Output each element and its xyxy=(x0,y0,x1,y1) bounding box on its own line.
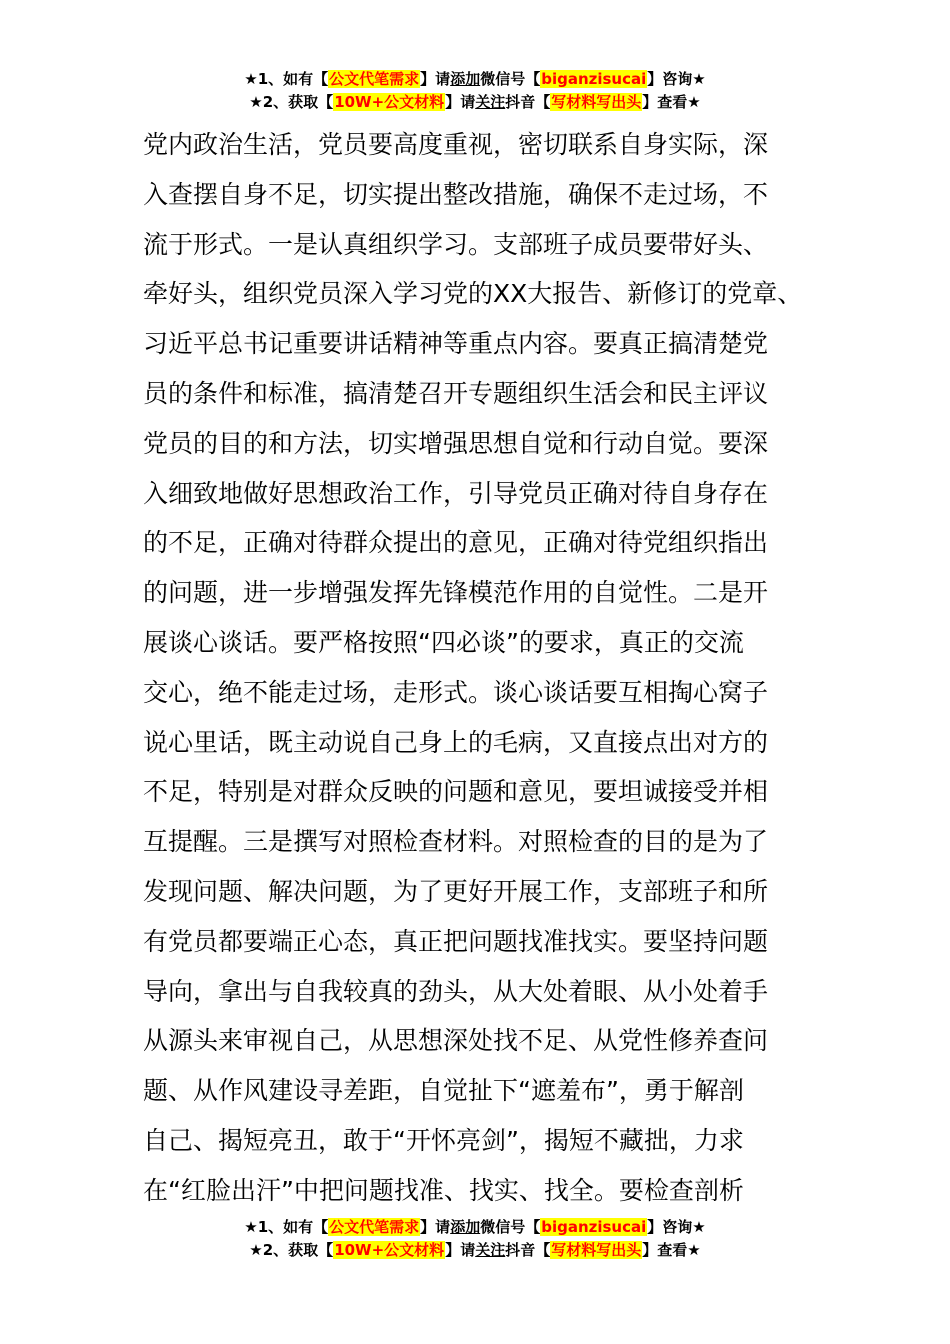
banner-text: 抖音【 xyxy=(505,93,551,111)
body-line: 员的条件和标准，搞清楚召开专题组织生活会和民主评议 xyxy=(143,378,769,408)
body-line: 从源头来审视自己，从思想深处找不足、从党性修养查问 xyxy=(143,1026,769,1056)
body-line: 习近平总书记重要讲话精神等重点内容。要真正搞清楚党 xyxy=(143,329,769,359)
underlined-text: 关注 xyxy=(475,1241,506,1259)
body-line: 流于形式。一是认真组织学习。支部班子成员要带好头、 xyxy=(143,229,769,259)
body-line: 牵好头，组织党员深入学习党的XX大报告、新修订的党章、 xyxy=(143,279,803,309)
banner-text: 】请 xyxy=(445,93,476,111)
body-line: 说心里话，既主动说自己身上的毛病，又直接点出对方的 xyxy=(143,727,769,757)
body-line: 互提醒。三是撰写对照检查材料。对照检查的目的是为了 xyxy=(143,827,769,857)
banner-line-2 xyxy=(0,1239,950,1262)
banner-text: 】请 xyxy=(445,1241,476,1259)
highlight-service: 公文代笔需求 xyxy=(329,70,420,88)
banner-line-1 xyxy=(0,68,950,91)
banner-text: 抖音【 xyxy=(505,1241,551,1259)
banner-text: ★1、如有【 xyxy=(244,1218,329,1236)
banner-text: 微信号【 xyxy=(480,70,541,88)
banner-text: 微信号【 xyxy=(480,1218,541,1236)
banner-text: ★2、获取【 xyxy=(249,93,334,111)
banner-text: 】咨询★ xyxy=(647,70,706,88)
highlight-wechat-id: biganzisucai xyxy=(541,70,647,88)
document-body xyxy=(143,120,813,1216)
banner-text: ★1、如有【 xyxy=(244,70,329,88)
body-line: 发现问题、解决问题，为了更好开展工作，支部班子和所 xyxy=(143,876,769,906)
body-line: 党内政治生活，党员要高度重视，密切联系自身实际，深 xyxy=(143,130,769,159)
banner-line-2 xyxy=(0,91,950,114)
underlined-text: 添加 xyxy=(450,1218,481,1236)
footer-banner xyxy=(0,1216,950,1262)
highlight-materials: 10W+公文材料 xyxy=(334,93,445,111)
banner-line-1 xyxy=(0,1216,950,1239)
banner-text: 】查看★ xyxy=(642,93,701,111)
header-banner xyxy=(0,68,950,114)
body-line: 入查摆自身不足，切实提出整改措施，确保不走过场，不 xyxy=(143,179,769,209)
banner-text: 】查看★ xyxy=(642,1241,701,1259)
highlight-service: 公文代笔需求 xyxy=(329,1218,420,1236)
banner-text: 】请 xyxy=(420,70,451,88)
body-line: 导向，拿出与自我较真的劲头，从大处着眼、从小处着手 xyxy=(143,976,769,1006)
highlight-douyin-account: 写材料写出头 xyxy=(551,93,642,111)
banner-text: ★2、获取【 xyxy=(249,1241,334,1259)
body-line: 自己、揭短亮丑，敢于“开怀亮剑”，揭短不藏拙，力求 xyxy=(143,1125,744,1155)
banner-text: 】咨询★ xyxy=(647,1218,706,1236)
highlight-wechat-id: biganzisucai xyxy=(541,1218,647,1236)
body-line: 党员的目的和方法，切实增强思想自觉和行动自觉。要深 xyxy=(143,428,769,458)
body-line: 不足，特别是对群众反映的问题和意见，要坦诚接受并相 xyxy=(143,777,769,807)
body-line: 题、从作风建设寻差距，自觉扯下“遮羞布”，勇于解剖 xyxy=(143,1076,744,1106)
banner-text: 】请 xyxy=(420,1218,451,1236)
body-line: 交心，绝不能走过场，走形式。谈心谈话要互相掏心窝子 xyxy=(143,677,769,707)
body-line: 在“红脸出汗”中把问题找准、找实、找全。要检查剖析 xyxy=(143,1175,744,1205)
highlight-douyin-account: 写材料写出头 xyxy=(551,1241,642,1259)
underlined-text: 添加 xyxy=(450,70,481,88)
body-line: 的问题，进一步增强发挥先锋模范作用的自觉性。二是开 xyxy=(143,578,769,608)
body-line: 的不足，正确对待群众提出的意见，正确对待党组织指出 xyxy=(143,528,769,558)
underlined-text: 关注 xyxy=(475,93,506,111)
highlight-materials: 10W+公文材料 xyxy=(334,1241,445,1259)
body-line: 展谈心谈话。要严格按照“四必谈”的要求，真正的交流 xyxy=(143,627,744,657)
body-line: 有党员都要端正心态，真正把问题找准找实。要坚持问题 xyxy=(143,926,769,956)
body-line: 入细致地做好思想政治工作，引导党员正确对待自身存在 xyxy=(143,478,769,508)
